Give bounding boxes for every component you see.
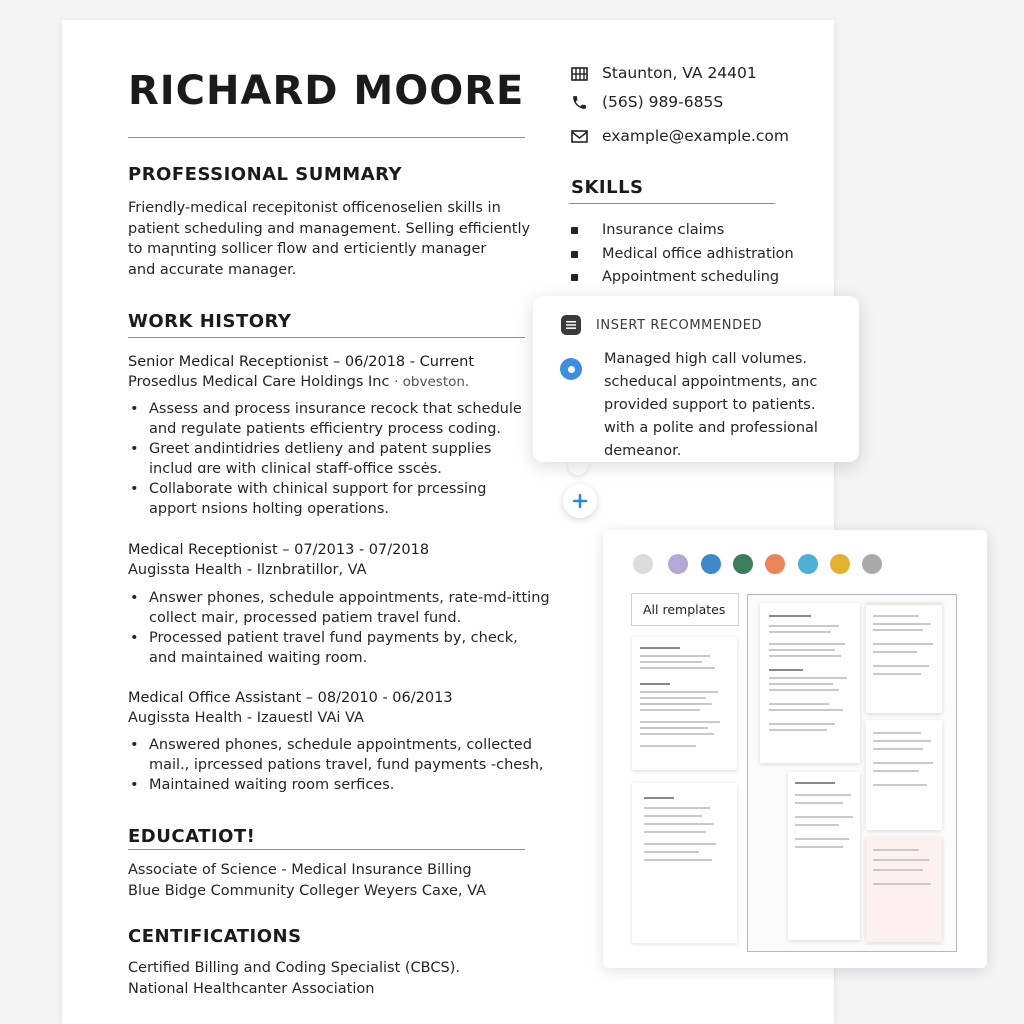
bullet-item[interactable] [128, 439, 522, 479]
job-location: obveston. [402, 374, 470, 390]
job-dates: – 07/2013 - 07/2018 [277, 542, 430, 558]
suggestion-radio[interactable] [560, 358, 582, 380]
bullet-item[interactable] [128, 479, 522, 519]
bullet-line: includ ɑre with clinical staff-office sscės. [149, 461, 442, 477]
bullet-line: and maintained waiting room. [149, 650, 368, 666]
bullet-line: Answered phones, schedule appointments, collected [149, 737, 532, 753]
skills-heading: SKILLS [571, 177, 644, 198]
job-title-line[interactable] [128, 690, 453, 706]
job-bullets [128, 399, 522, 519]
job-dates: – 06/2018 - Current [328, 354, 475, 370]
bullet-item[interactable] [128, 628, 550, 668]
color-swatch[interactable] [798, 554, 818, 574]
cert-line: Certified Billing and Coding Specialist (CBCS). [128, 960, 460, 976]
bullet-line: Greet andintidries detlieny and patent supplies [149, 441, 492, 457]
skills-divider [569, 203, 775, 204]
skill-item[interactable]: Appointment scheduling [570, 266, 794, 290]
education-heading: EDUCATIOT! [128, 826, 256, 847]
contact-email[interactable] [570, 127, 789, 145]
bullet-line: Processed patient travel fund payments by, check, [149, 630, 518, 646]
job-title-line[interactable] [128, 354, 474, 370]
all-templates-tab[interactable] [631, 593, 739, 626]
bullet-item[interactable] [128, 588, 550, 628]
job-title: Medical Office Assistant [128, 690, 302, 706]
building-icon [570, 64, 588, 82]
job-employer-line[interactable]: Augissta Health - Izauestl VAi VA [128, 710, 364, 726]
bullet-line: and regulate patients efficientry process coding. [149, 421, 502, 437]
template-thumbnail[interactable] [632, 783, 737, 943]
summary-line: Friendly-medical recepitonist officenoselien skills in [128, 200, 501, 216]
color-swatch[interactable] [830, 554, 850, 574]
job-employer-line[interactable]: Augissta Health - Ilznbratillor, VA [128, 562, 367, 578]
add-suggestion-button[interactable] [563, 484, 597, 518]
summary-heading: PROFESSIONAL SUMMARY [128, 164, 403, 185]
template-thumbnail[interactable] [866, 603, 942, 713]
bullet-line: apport nsions holting operations. [149, 501, 390, 517]
template-thumbnail[interactable] [788, 772, 860, 940]
bullet-line: Assess and process insurance recock that schedule [149, 401, 522, 417]
summary-line: and accurate manager. [128, 261, 297, 278]
insert-recommended-popup [533, 296, 859, 462]
resume-name[interactable]: RICHARD MOORE [128, 68, 525, 114]
bullet-line: mail., iprcessed pations travel, fund payments -chesh, [149, 757, 544, 773]
phone-icon [570, 93, 588, 111]
work-divider [128, 337, 525, 338]
certifications-entry[interactable] [128, 958, 460, 999]
bullet-item[interactable] [128, 735, 544, 775]
tab-label: All remplates [643, 602, 726, 617]
job-bullets [128, 735, 544, 795]
template-thumbnail[interactable] [866, 837, 942, 942]
education-divider [128, 849, 525, 850]
job-title: Medical Receptionist [128, 542, 278, 558]
bullet-item[interactable] [128, 399, 522, 439]
cert-line: National Healthcanter Association [128, 980, 375, 997]
contact-phone[interactable] [570, 93, 723, 111]
job-title: Senior Medical Receptionist [128, 354, 329, 370]
summary-line: to maꞃnting sollicer flow and erticiently manager [128, 241, 487, 257]
color-swatch[interactable] [701, 554, 721, 574]
bullet-line: Collaborate with chinical support for prcessing [149, 481, 487, 497]
degree-text: Associate of Science - Medical Insurance Billing [128, 862, 472, 878]
bullet-line: Answer phones, schedule appointments, rate-md-itting [149, 590, 550, 606]
email-text: example@example.com [602, 127, 789, 145]
summary-text[interactable] [128, 198, 530, 280]
skill-item[interactable]: Insurance claims [570, 219, 794, 243]
color-swatch[interactable] [633, 554, 653, 574]
education-entry[interactable] [128, 860, 486, 901]
work-history-heading: WORK HISTORY [128, 311, 292, 332]
bullet-line: collect mair, processed patiem travel fund. [149, 610, 462, 626]
template-thumbnail[interactable] [866, 720, 942, 830]
job-bullets [128, 588, 550, 668]
plus-icon [572, 493, 588, 509]
job-employer: Augissta Health [128, 562, 243, 578]
skills-list [570, 219, 794, 290]
color-swatch[interactable] [733, 554, 753, 574]
job-title-line[interactable] [128, 542, 429, 558]
job-location: Ilznbratillor, VA [256, 562, 367, 578]
job-location: Izauestl VAi VA [256, 710, 364, 726]
job-employer: Prosedlus Medical Care Holdings Inc [128, 374, 390, 390]
job-employer: Augissta Health [128, 710, 243, 726]
color-swatch[interactable] [862, 554, 882, 574]
skill-item[interactable]: Medical office adhistration [570, 243, 794, 267]
phone-text: (56S) 989-685S [602, 93, 724, 111]
bullet-item[interactable] [128, 775, 544, 795]
suggestion-text[interactable]: Managed high call volumes. scheducal appointments, anc provided support to patients. with a polite and professional demeanor. [604, 351, 818, 459]
location-text: Staunton, VA 24401 [602, 64, 757, 82]
popup-label: INSERT RECOMMENDED [596, 317, 763, 333]
color-swatch[interactable] [765, 554, 785, 574]
template-thumbnail[interactable] [760, 603, 860, 763]
contact-location[interactable] [570, 64, 757, 82]
bullet-line: Maintained waiting room serfices. [149, 777, 395, 793]
name-divider [128, 137, 525, 138]
summary-line: patient scheduling and management. Selling efficiently [128, 220, 531, 237]
email-icon [570, 127, 588, 145]
certifications-heading: CENTIFICATIONS [128, 926, 302, 947]
job-dates: – 08/2010 - 06/2013 [301, 690, 453, 706]
popup-header [561, 315, 762, 335]
job-employer-line[interactable]: Prosedlus Medical Care Holdings Inc · obveston. [128, 374, 470, 390]
school-text: Blue Bidge Community Colleger Weyers Caxe, VA [128, 882, 487, 899]
color-swatch[interactable] [668, 554, 688, 574]
template-thumbnail[interactable] [632, 637, 737, 770]
list-icon [561, 315, 581, 335]
